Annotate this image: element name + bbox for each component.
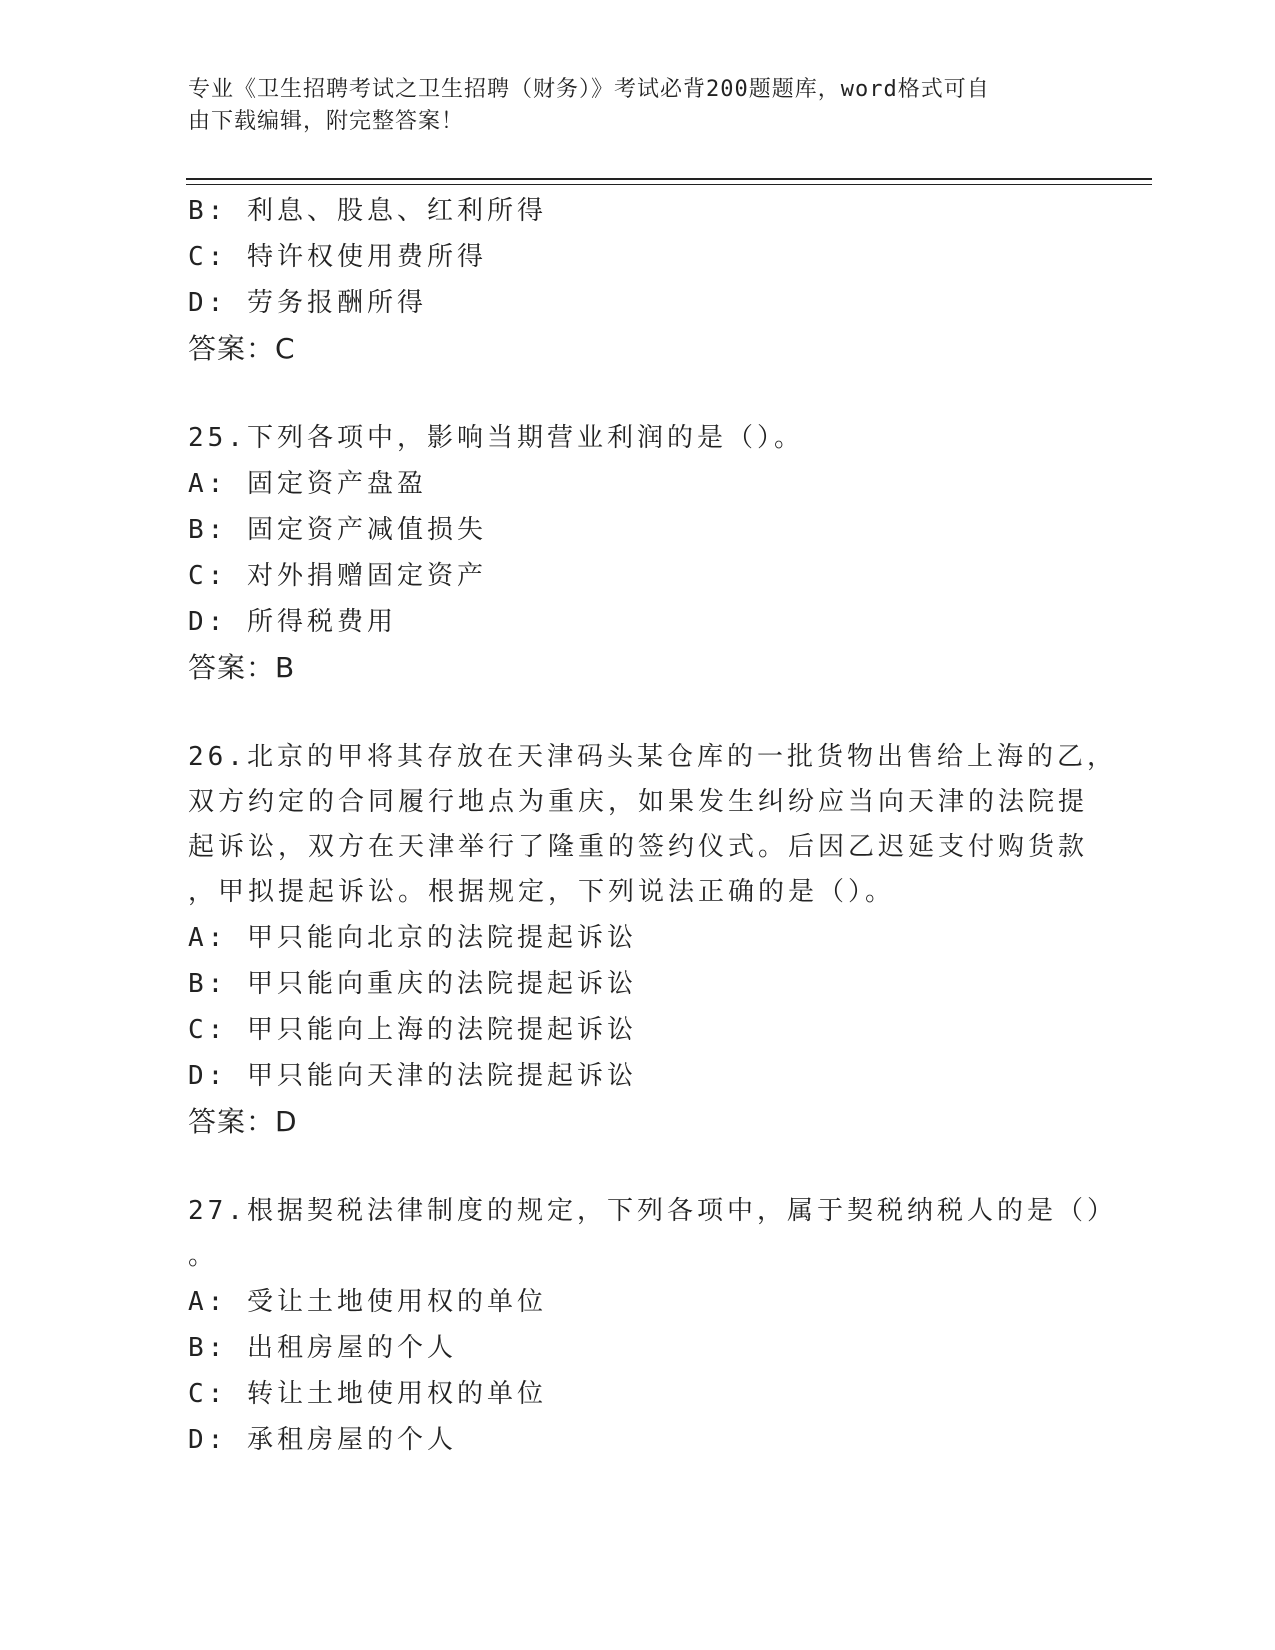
stem-line: 27.根据契税法律制度的规定，下列各项中，属于契税纳税人的是（） [188, 1196, 1117, 1226]
spacer [188, 1145, 1068, 1189]
stem-line: 起诉讼，双方在天津举行了隆重的签约仪式。后因乙迟延支付购货款 [188, 832, 1089, 862]
stem-line: 双方约定的合同履行地点为重庆，如果发生纠纷应当向天津的法院提 [188, 787, 1089, 817]
question-24 [188, 188, 1068, 372]
header-divider-thin [186, 184, 1152, 185]
option-c: C: 特许权使用费所得 [188, 242, 487, 272]
option-c: C: 对外捐赠固定资产 [188, 561, 487, 591]
option-b: B: 固定资产减值损失 [188, 515, 487, 545]
option-d: D: 劳务报酬所得 [188, 288, 427, 318]
stem-line: 。 [188, 1241, 219, 1271]
question-27 [188, 1189, 1117, 1463]
document-header [188, 74, 1068, 138]
option-c: C: 甲只能向上海的法院提起诉讼 [188, 1015, 637, 1045]
option-b: B: 出租房屋的个人 [188, 1333, 457, 1363]
question-stem [188, 735, 1117, 915]
question-list [188, 188, 1117, 1463]
option-b: B: 利息、股息、红利所得 [188, 196, 547, 226]
answer: 答案：B [188, 651, 296, 684]
header-line-2: 由下载编辑，附完整答案！ [188, 109, 465, 134]
option-a: A: 甲只能向北京的法院提起诉讼 [188, 923, 637, 953]
stem-line: ，甲拟提起诉讼。根据规定，下列说法正确的是（）。 [188, 877, 896, 907]
question-26 [188, 735, 1117, 1145]
stem-line: 26.北京的甲将其存放在天津码头某仓库的一批货物出售给上海的乙， [188, 742, 1117, 772]
spacer [188, 372, 1068, 416]
question-stem [188, 1189, 1117, 1279]
option-a: A: 固定资产盘盈 [188, 469, 427, 499]
option-a: A: 受让土地使用权的单位 [188, 1287, 547, 1317]
option-d: D: 承租房屋的个人 [188, 1425, 457, 1455]
question-25 [188, 416, 1068, 691]
header-divider-thick [186, 178, 1152, 180]
option-d: D: 所得税费用 [188, 607, 397, 637]
header-line-1: 专业《卫生招聘考试之卫生招聘（财务）》考试必背200题题库，word格式可自 [188, 77, 990, 102]
spacer [188, 691, 1068, 735]
option-b: B: 甲只能向重庆的法院提起诉讼 [188, 969, 637, 999]
stem-line: 25.下列各项中，影响当期营业利润的是（）。 [188, 423, 804, 453]
answer: 答案：C [188, 332, 296, 365]
option-d: D: 甲只能向天津的法院提起诉讼 [188, 1061, 637, 1091]
option-c: C: 转让土地使用权的单位 [188, 1379, 547, 1409]
question-stem [188, 416, 1068, 461]
answer: 答案：D [188, 1105, 298, 1138]
